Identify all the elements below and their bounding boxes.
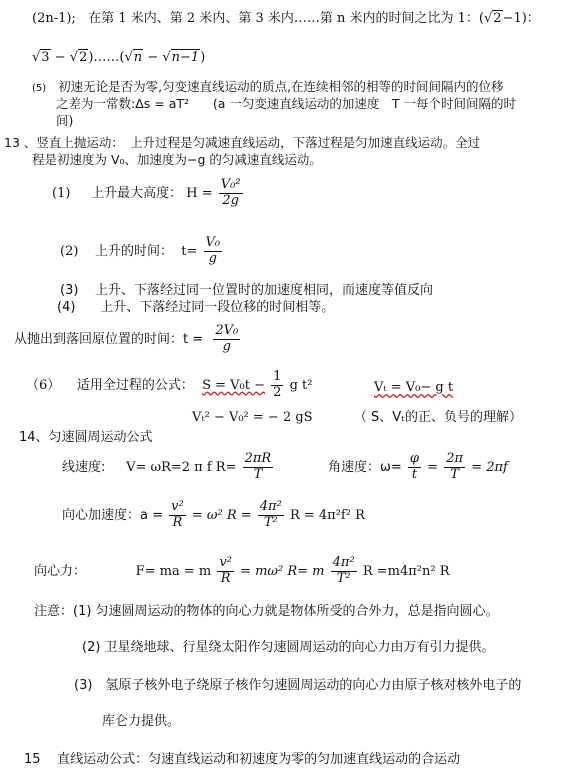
velocity-squared-formula: [192, 410, 522, 426]
item-text: 上升、下落经过同一位置时的加速度相同，而速度等值反向: [94, 283, 433, 298]
item-number: (5): [32, 83, 47, 94]
section-text: 程是初速度为 V₀、加速度为−g 的匀减速直线运动。: [32, 152, 322, 167]
denominator: 2g: [222, 192, 239, 208]
note-1: [34, 604, 499, 620]
rise-time-formula: [60, 236, 224, 267]
note-2: [82, 640, 495, 656]
formula-lhs: t=: [181, 243, 198, 259]
ratio-line-1: [32, 11, 540, 27]
item-3: [60, 283, 433, 299]
section-13-line-2: [32, 152, 322, 167]
formula-label: 适用全过程的公式：: [76, 377, 194, 393]
note-3-continued: [102, 714, 180, 730]
note-text: 注意：(1) 匀速圆周运动的物体的向心力就是物体所受的合外力，总是指向圆心。: [34, 604, 499, 619]
max-height-formula: [52, 178, 245, 209]
radicand: n−1: [171, 50, 200, 65]
section-15: [24, 752, 460, 768]
formula-tail: R =m4π²n² R: [362, 563, 450, 579]
minus-sign: −: [54, 50, 66, 65]
numerator: v²: [219, 555, 232, 570]
fraction: [217, 556, 234, 587]
linear-velocity-formula: [62, 452, 275, 483]
fraction: [408, 452, 421, 483]
item-number: (2): [60, 243, 79, 259]
item-5-line-3: [56, 113, 73, 128]
section-heading: 13 、竖直上抛运动： 上升过程是匀减速直线运动，下落过程是匀加速直线运动。全过: [4, 135, 481, 150]
numerator: 1: [273, 369, 282, 384]
section-13-line-1: [4, 135, 480, 150]
ellipsis: )……(: [88, 50, 125, 65]
fraction: [243, 452, 274, 483]
item-text: 初速无论是否为零,匀变速直线运动的质点,在连续相邻的相等的时间间隔内的位移: [58, 79, 504, 94]
item-text: 间): [56, 113, 74, 128]
sqrt-symbol: √: [69, 50, 79, 65]
numerator: 4π²: [332, 555, 355, 570]
formula-text: V= ωR=2 π f R=: [126, 459, 237, 475]
numerator: v²: [171, 499, 184, 514]
sqrt-symbol: √: [162, 50, 171, 65]
note-text: (2) 卫星绕地球、行星绕太阳作匀速圆周运动的向心力由万有引力提供。: [82, 640, 495, 655]
centripetal-acceleration-formula: [62, 500, 365, 531]
numerator: V₀²: [220, 177, 241, 192]
formula-label: 向心力：: [34, 563, 87, 579]
formula-tail: g t²: [289, 377, 313, 393]
item-number: (1): [52, 185, 71, 201]
item-5-line-1: [32, 79, 504, 95]
formula-label: 从抛出到落回原位置的时间：t =: [14, 331, 204, 347]
note-text: (3) 氢原子核外电子绕原子核作匀速圆周运动的向心力由原子核对核外电子的: [74, 678, 522, 693]
item-number: (3): [60, 283, 79, 298]
formula-note: （ S、Vₜ的正、负号的理解）: [353, 410, 523, 425]
item-5-line-2: [56, 96, 516, 111]
displacement-formula: S = V₀t −: [202, 377, 266, 393]
section-text: 直线运动公式：匀速直线运动和初速度为零的匀加速直线运动的合运动: [57, 752, 461, 767]
denominator: g: [208, 250, 217, 266]
sqrt-symbol: √: [483, 11, 493, 26]
item-text: 上升、下落经过同一段位移的时间相等。: [100, 300, 335, 315]
denominator: R: [172, 514, 183, 530]
formula-label: 上升的时间：: [94, 243, 173, 259]
section-number: 15: [24, 752, 41, 767]
item-text: (a 一匀变速直线运动的加速度 T 一每个时间间隔的时: [212, 96, 516, 111]
numerator: φ: [409, 451, 420, 466]
centripetal-force-formula: [34, 556, 449, 587]
denominator: 2: [273, 384, 282, 400]
formula-tail: R = 4π²f² R: [289, 507, 365, 523]
formula-label: 向心加速度：a =: [62, 507, 163, 523]
formula-text: = ω² R =: [191, 507, 252, 523]
radicand: 2: [79, 50, 88, 65]
return-time-formula: [14, 324, 242, 355]
formula-text: Vₜ = V₀− g t: [374, 380, 454, 395]
formula-label: 线速度:: [62, 459, 106, 475]
fraction: [331, 556, 357, 587]
formula-label: 角速度：ω=: [328, 459, 402, 475]
denominator: t: [411, 466, 418, 482]
whole-process-formula: [26, 370, 312, 401]
note-3: [74, 678, 521, 694]
denominator: R: [220, 570, 231, 586]
item-4: [57, 300, 334, 316]
minus-sign: −: [147, 50, 159, 65]
ratio-prefix: (2n-1);: [32, 11, 76, 26]
fraction: [219, 178, 243, 209]
close-paren: ): [200, 50, 206, 65]
section-heading: 14、匀速圆周运动公式: [19, 430, 153, 445]
formula-text: = mω² R= m: [240, 563, 325, 579]
equals-sign: =: [427, 459, 439, 475]
denominator: T²: [336, 570, 351, 586]
denominator: T²: [263, 514, 278, 530]
radicand: 3: [41, 50, 50, 65]
denominator: T: [253, 466, 263, 482]
fraction: [169, 500, 186, 531]
sqrt-symbol: √: [32, 50, 41, 65]
sqrt-symbol: √: [124, 50, 133, 65]
numerator: 2πR: [244, 451, 272, 466]
numerator: 2π: [446, 451, 464, 466]
formula-text: Vₜ² − V₀² = − 2 gS: [192, 410, 313, 425]
formula-lhs: H =: [186, 185, 213, 201]
fraction: [271, 370, 283, 401]
formula-text: F= ma = m: [135, 563, 212, 579]
fraction: [258, 500, 284, 531]
item-text: 之差为一常数:Δs = aT²: [56, 96, 190, 111]
section-14-title: [19, 430, 153, 446]
fraction: [204, 236, 223, 267]
fraction: [213, 324, 240, 355]
denominator: g: [222, 338, 231, 354]
formula-label: 上升最大高度：: [91, 185, 183, 201]
numerator: 4π²: [259, 499, 282, 514]
velocity-formula: [374, 380, 453, 396]
numerator: 2V₀: [215, 323, 239, 338]
note-text: 库仑力提供。: [102, 714, 181, 729]
radicand: 2: [493, 11, 502, 26]
ratio-line-2: [32, 50, 205, 66]
item-number: （6）: [26, 377, 61, 393]
ratio-tail: −1)：: [502, 11, 540, 26]
ratio-text: 在第 1 米内、第 2 米内、第 3 米内……第 n 米内的时间之比为 1：(: [88, 11, 484, 26]
formula-tail: = 2πf: [471, 459, 508, 475]
fraction: [444, 452, 465, 483]
angular-velocity-formula: [328, 452, 508, 483]
radicand: n: [133, 50, 143, 65]
denominator: T: [450, 466, 459, 482]
numerator: V₀: [205, 235, 221, 250]
item-number: (4): [57, 300, 76, 315]
